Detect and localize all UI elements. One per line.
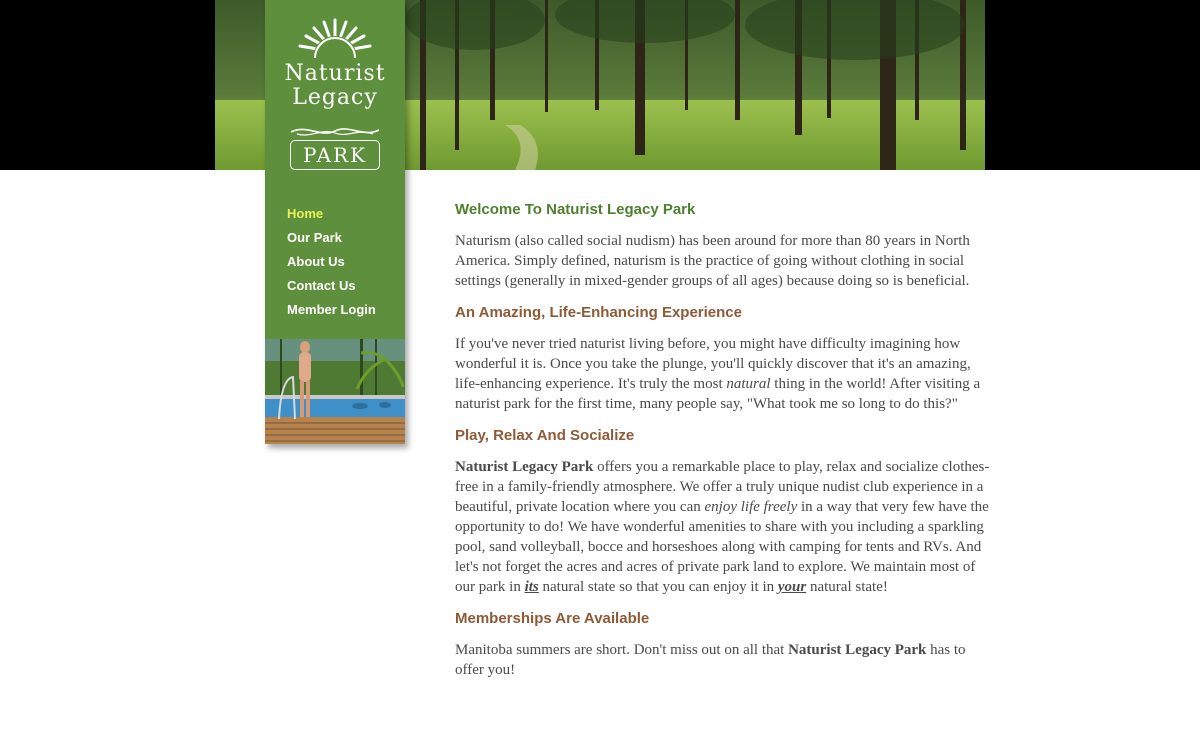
section-heading-experience: An Amazing, Life-Enhancing Experience [455,304,742,321]
nav-item-home[interactable]: Home [287,206,324,221]
pool-photo [265,339,405,444]
section-heading-memberships: Memberships Are Available [455,610,650,627]
swirl-ornament-icon [287,124,383,138]
section-text-play: Naturist Legacy Park offers you a remarkable place to play, relax and socialize clothes-free in a family-friendly atmosphere. We offer a truly unique nudist club experience in a beautiful, private location where you can enjoy life freely in a way that very few have the opportunity to do! We have wonderful amenities to share with you including a sparkling pool, sand volleyball, bocce and horseshoes along with camping for tents and RVs. And let's not forget the acres and acres of private park land to explore. We maintain most of our park in its natural state so that you can enjoy it in your natural state! [455,459,990,595]
site-logo[interactable] [265,0,405,175]
logo-park-badge: PARK [290,140,380,170]
sidebar [265,0,405,444]
section-text-welcome: Naturism (also called social nudism) has been around for more than 80 years in North America. Simply defined, naturism is the practice of going without clothing in social settings (generally in mixed-gender groups of all ages) because doing so is beneficial. [455,233,970,289]
section-heading-welcome: Welcome To Naturist Legacy Park [455,201,696,218]
nav-item-about-us[interactable]: About Us [287,254,345,269]
main-content [455,200,990,692]
nav-item-contact-us[interactable]: Contact Us [287,278,356,293]
nav-item-member-login[interactable]: Member Login [287,302,376,317]
sun-icon [295,14,375,60]
main-nav [287,202,376,322]
logo-text-line2: Legacy [292,85,378,110]
section-text-experience: If you've never tried naturist living before, you might have difficulty imagining how wonderful it is. Once you take the plunge, you'll quickly discover that it's an amazing, life-enhancing experience. It's truly the most natural thing in the world! After visiting a naturist park for the first time, many people say, "What took me so long to do this?" [455,336,981,412]
nav-item-our-park[interactable]: Our Park [287,230,342,245]
logo-text-line1: Naturist [284,61,386,86]
section-heading-play: Play, Relax And Socialize [455,427,635,444]
section-text-memberships: Manitoba summers are short. Don't miss out on all that Naturist Legacy Park has to offer you! [455,642,966,678]
